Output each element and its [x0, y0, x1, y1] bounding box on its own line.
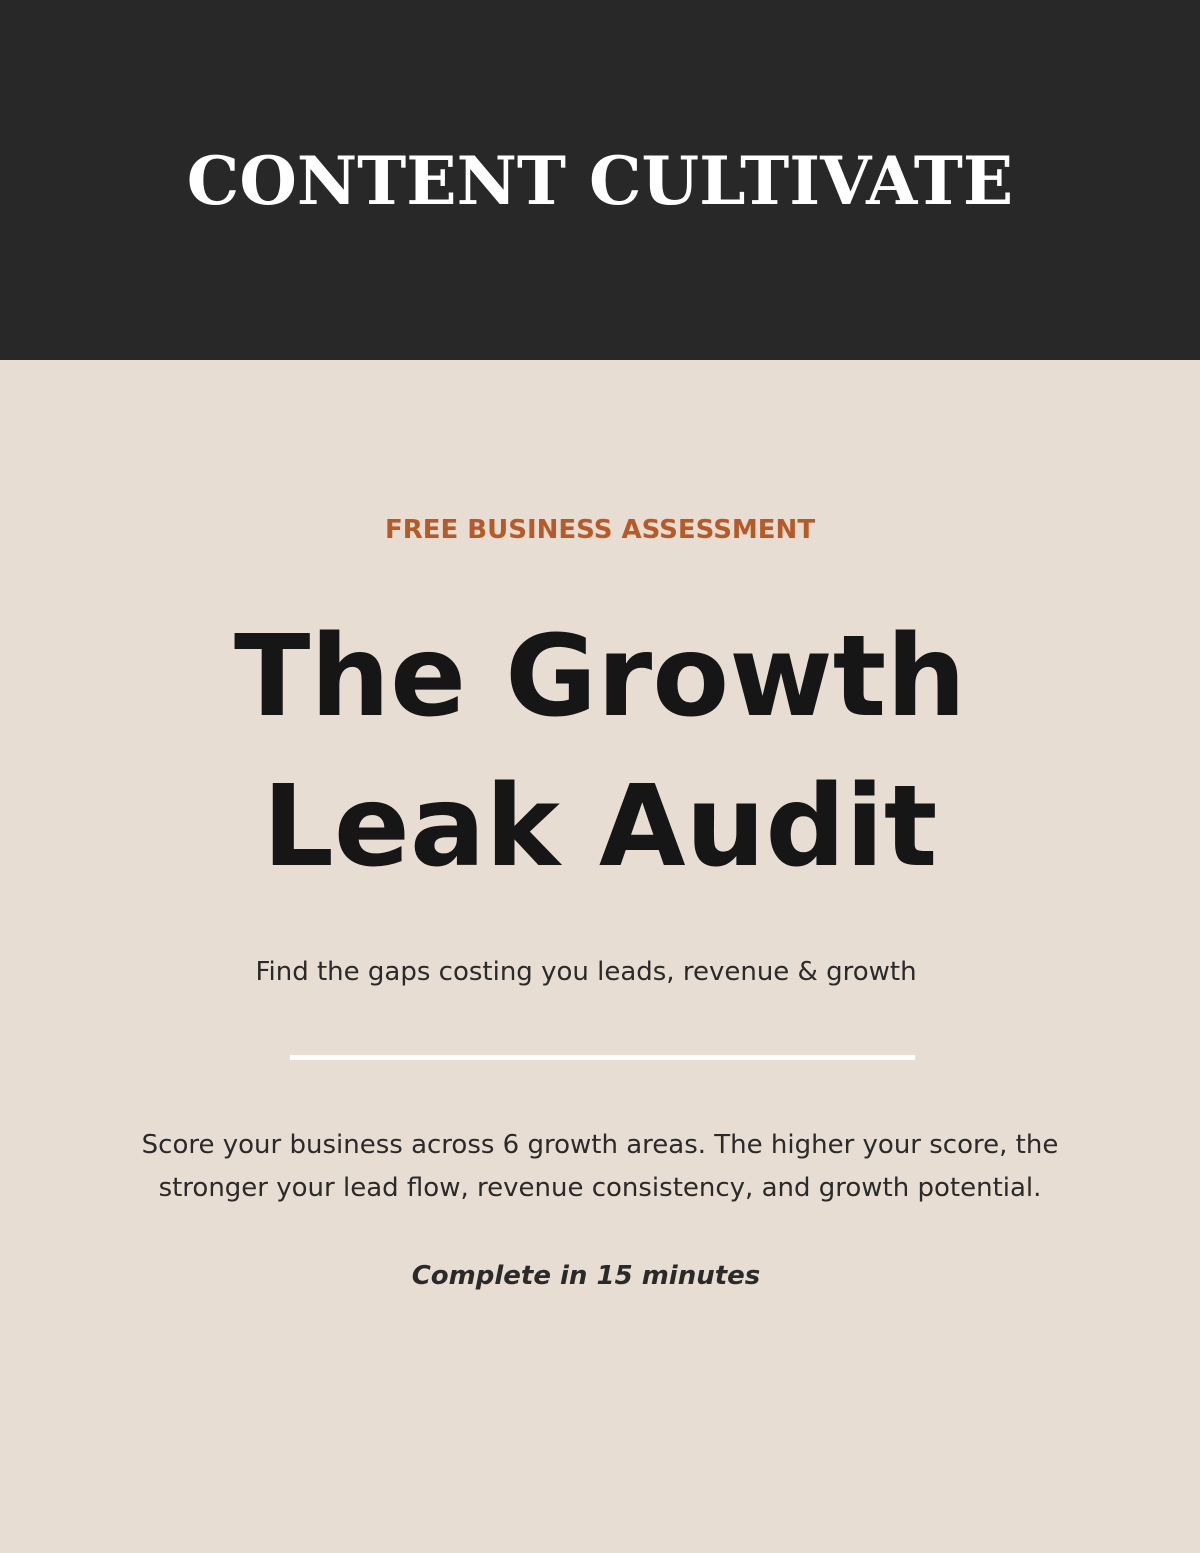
description — [0, 1124, 1200, 1210]
duration-note: Complete in 15 minutes — [411, 1261, 761, 1291]
subtitle: Find the gaps costing you leads, revenue & growth — [255, 957, 917, 987]
title-line-2: Leak Audit — [262, 762, 938, 892]
header-band — [0, 0, 1200, 360]
eyebrow-label: FREE BUSINESS ASSESSMENT — [384, 515, 816, 545]
divider-line — [290, 1055, 915, 1060]
brand-name: CONTENT CULTIVATE — [186, 142, 1014, 220]
description-line-2: stronger your lead flow, revenue consistency, and growth potential. — [158, 1173, 1042, 1203]
page-title — [0, 602, 1200, 902]
title-line-1: The Growth — [234, 612, 966, 742]
main-content — [0, 360, 1200, 1553]
description-line-1: Score your business across 6 growth areas. The higher your score, the — [141, 1130, 1059, 1160]
